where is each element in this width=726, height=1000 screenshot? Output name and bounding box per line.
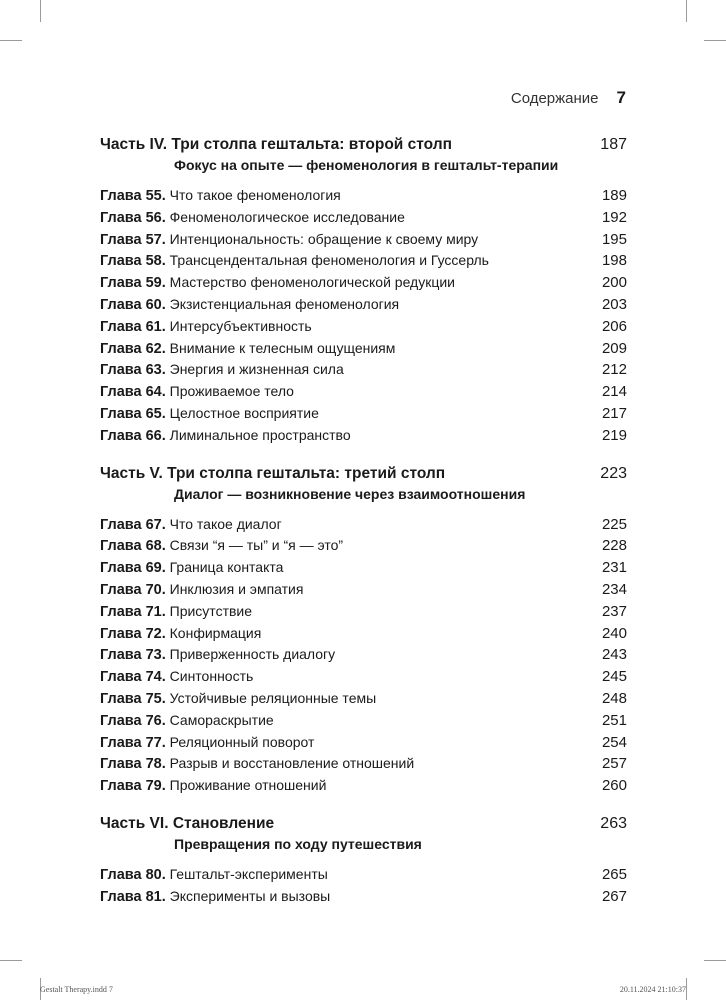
chapter-label: Глава 80. [100,866,166,883]
part-title: Часть V. Три столпа гештальта: третий столп [100,464,446,482]
chapter-page: 189 [601,187,627,204]
chapter-title: Интенциональность: обращение к своему миру [169,230,479,247]
crop-mark [0,40,22,41]
part-subtitle: Диалог — возникновение через взаимоотношения [174,485,526,502]
chapter-label: Глава 63. [100,362,166,379]
chapter-title: Что такое диалог [169,515,282,532]
chapter-label: Глава 73. [100,647,166,664]
chapter-list [100,866,627,910]
part-page: 187 [600,136,627,153]
chapter-label: Глава 65. [100,405,166,422]
toc-part [100,134,627,175]
chapter-page: 219 [601,426,627,444]
chapter-label: Глава 75. [100,690,166,707]
chapter-label: Глава 81. [100,888,166,905]
slug-timestamp: 20.11.2024 21:10:37 [619,985,686,994]
chapter-entry[interactable] [100,559,627,581]
chapter-title: Что такое феноменология [169,187,341,203]
chapter-entry[interactable] [100,755,627,777]
chapter-label: Глава 57. [100,231,166,248]
part-heading[interactable] [100,134,627,156]
chapter-label: Глава 59. [100,275,166,292]
chapter-page: 257 [601,755,627,773]
chapter-label: Глава 58. [100,253,166,270]
chapter-entry[interactable] [100,252,627,274]
chapter-title: Экзистенциальная феноменология [169,295,400,312]
chapter-page: 228 [601,537,627,555]
chapter-label: Глава 56. [100,209,166,226]
chapter-entry[interactable] [100,296,627,318]
chapter-page: 217 [601,404,627,422]
part-subtitle: Превращения по ходу путешествия [174,835,422,852]
section-title: Содержание [510,90,599,107]
chapter-label: Глава 64. [100,384,166,401]
chapter-entry[interactable] [100,603,627,625]
chapter-label: Глава 71. [100,603,166,620]
chapter-title: Интерсубъективность [169,317,312,334]
chapter-label: Глава 79. [100,778,166,795]
part-title: Часть VI. Становление [100,814,275,832]
chapter-entry[interactable] [100,274,627,296]
chapter-title: Трансцендентальная феноменология и Гуссерль [169,252,489,269]
chapter-page: 203 [601,295,627,313]
chapter-title: Целостное восприятие [169,404,319,421]
slug-filename: Gestalt Therapy.indd 7 [40,985,113,994]
chapter-label: Глава 67. [100,516,166,533]
chapter-label: Глава 60. [100,296,166,313]
chapter-label: Глава 62. [100,340,166,357]
page-number: 7 [616,88,626,107]
chapter-page: 214 [601,383,627,401]
chapter-title: Проживание отношений [169,777,327,794]
part-subtitle: Фокус на опыте — феноменология в гештальт-терапии [174,157,559,173]
chapter-entry[interactable] [100,734,627,756]
toc-part [100,463,627,504]
chapter-label: Глава 72. [100,625,166,642]
chapter-entry[interactable] [100,187,627,209]
chapter-page: 206 [601,317,627,335]
chapter-entry[interactable] [100,340,627,362]
chapter-page: 243 [601,646,627,664]
chapter-title: Гештальт-эксперименты [169,865,328,882]
running-head [511,88,626,108]
chapter-title: Внимание к телесным ощущениям [169,339,396,356]
chapter-entry[interactable] [100,690,627,712]
crop-mark [704,960,726,961]
chapter-page: 231 [601,559,627,577]
chapter-page: 240 [601,624,627,642]
chapter-title: Связи “я — ты” и “я — это” [169,537,344,554]
part-heading[interactable] [100,813,627,835]
chapter-page: 195 [601,230,627,248]
crop-mark [40,0,41,22]
chapter-page: 251 [601,711,627,729]
chapter-entry[interactable] [100,888,627,910]
chapter-page: 245 [601,668,627,686]
print-slug [40,985,686,994]
chapter-entry[interactable] [100,646,627,668]
chapter-title: Граница контакта [169,559,284,576]
chapter-page: 200 [601,274,627,292]
chapter-title: Энергия и жизненная сила [169,361,344,378]
chapter-entry[interactable] [100,668,627,690]
chapter-page: 209 [601,339,627,357]
chapter-entry[interactable] [100,712,627,734]
chapter-page: 192 [601,208,627,226]
toc-part [100,813,627,854]
chapter-entry[interactable] [100,581,627,603]
chapter-entry[interactable] [100,427,627,449]
chapter-page: 237 [601,602,627,620]
chapter-entry[interactable] [100,361,627,383]
chapter-title: Феноменологическое исследование [169,208,405,225]
chapter-page: 212 [601,361,627,379]
chapter-label: Глава 66. [100,427,166,444]
chapter-title: Проживаемое тело [169,383,294,400]
chapter-title: Лиминальное пространство [169,426,351,443]
chapter-label: Глава 69. [100,560,166,577]
chapter-page: 267 [601,887,627,905]
part-heading[interactable] [100,463,627,485]
crop-mark [686,978,687,1000]
chapter-label: Глава 74. [100,669,166,686]
chapter-title: Инклюзия и эмпатия [169,580,304,597]
chapter-entry[interactable] [100,516,627,538]
chapter-page: 225 [601,515,627,533]
chapter-title: Конфирмация [169,624,262,641]
chapter-title: Синтонность [169,668,254,685]
part-title: Часть IV. Три столпа гештальта: второй столп [100,136,452,153]
chapter-label: Глава 77. [100,734,166,751]
crop-mark [0,960,22,961]
chapter-title: Присутствие [169,602,253,619]
chapter-list [100,516,627,799]
part-page: 263 [600,814,627,832]
chapter-page: 254 [601,733,627,751]
chapter-label: Глава 68. [100,538,166,555]
chapter-page: 265 [601,865,627,883]
chapter-entry[interactable] [100,777,627,799]
chapter-page: 234 [601,580,627,598]
chapter-entry[interactable] [100,383,627,405]
part-page: 223 [600,464,627,482]
chapter-label: Глава 78. [100,756,166,773]
chapter-label: Глава 55. [100,188,166,204]
chapter-title: Реляционный поворот [169,733,315,750]
chapter-entry[interactable] [100,231,627,253]
table-of-contents [100,134,627,910]
chapter-title: Разрыв и восстановление отношений [169,755,415,772]
chapter-entry[interactable] [100,209,627,231]
chapter-title: Приверженность диалогу [169,646,336,663]
chapter-title: Эксперименты и вызовы [169,887,331,904]
crop-mark [704,40,726,41]
crop-mark [686,0,687,22]
chapter-entry[interactable] [100,537,627,559]
chapter-page: 248 [601,689,627,707]
chapter-label: Глава 76. [100,712,166,729]
chapter-label: Глава 61. [100,318,166,335]
chapter-label: Глава 70. [100,581,166,598]
chapter-title: Устойчивые реляционные темы [169,689,377,706]
chapter-entry[interactable] [100,866,627,888]
chapter-title: Мастерство феноменологической редукции [169,274,455,291]
chapter-entry[interactable] [100,318,627,340]
chapter-title: Самораскрытие [169,711,274,728]
chapter-page: 260 [601,777,627,795]
chapter-entry[interactable] [100,405,627,427]
chapter-list [100,187,627,449]
chapter-page: 198 [601,252,627,270]
chapter-entry[interactable] [100,625,627,647]
